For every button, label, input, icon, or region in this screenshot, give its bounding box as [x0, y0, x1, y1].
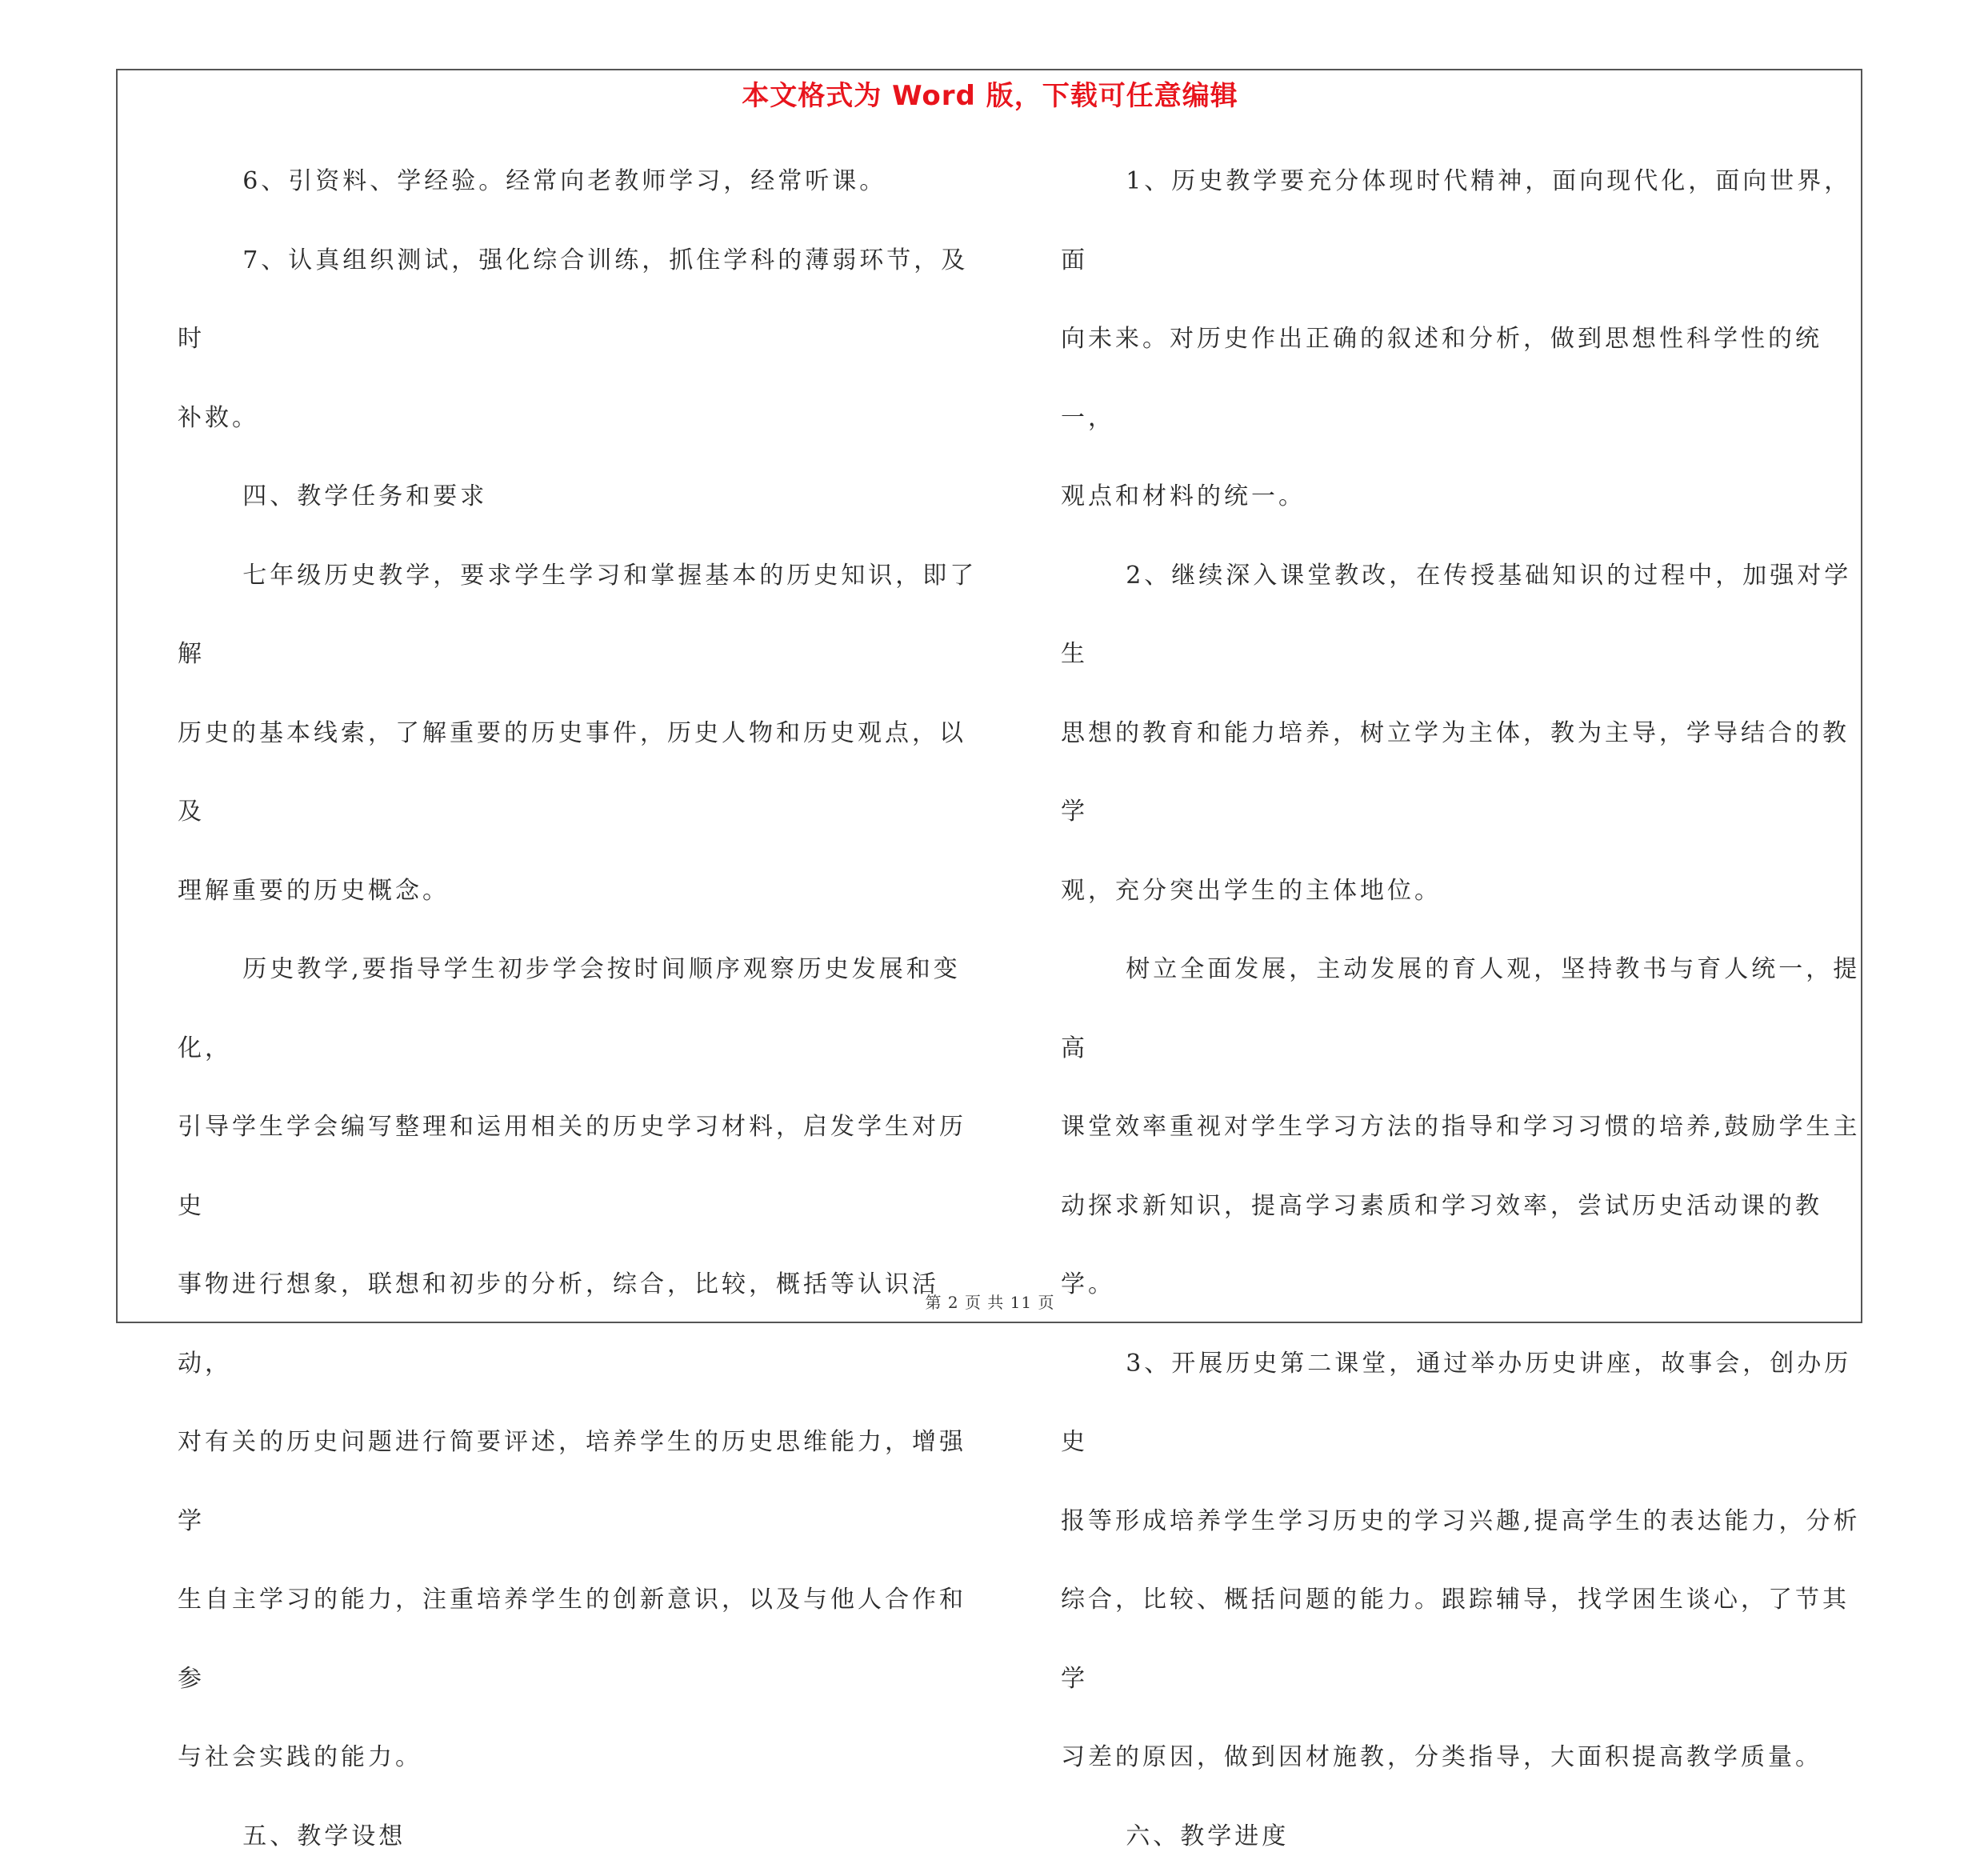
- section-heading: 四、教学任务和要求: [178, 458, 986, 537]
- paragraph: 2、继续深入课堂教改，在传授基础知识的过程中，加强对学生 思想的教育和能力培养，树立学为主体，教为主导，学导结合的教学 观，充分突出学生的主体地位。: [1061, 537, 1869, 931]
- paragraph: 3、开展历史第二课堂，通过举办历史讲座，故事会，创办历史 报等形成培养学生学习历史的学习兴趣,提高学生的表达能力，分析 综合，比较、概括问题的能力。跟踪辅导，找学困生谈心，了节其学 习差的原因，做到因材施教，分类指导，大面积提高教学质量。: [1061, 1325, 1869, 1798]
- paragraph: 七年级历史教学，要求学生学习和掌握基本的历史知识，即了解 历史的基本线索，了解重要的历史事件，历史人物和历史观点，以及 理解重要的历史概念。: [178, 537, 986, 931]
- format-notice-banner: 本文格式为 Word 版，下载可任意编辑: [0, 74, 1980, 113]
- section-heading: 五、教学设想: [178, 1798, 986, 1876]
- page-number: 第 2 页 共 11 页: [0, 1290, 1980, 1313]
- paragraph: 树立全面发展，主动发展的育人观，坚持教书与育人统一，提高 课堂效率重视对学生学习方法的指导和学习习惯的培养,鼓励学生主 动探求新知识，提高学习素质和学习效率，尝试历史活动课的教学。: [1061, 930, 1869, 1325]
- paragraph: 6、引资料、学经验。经常向老教师学习，经常听课。: [178, 142, 986, 222]
- left-column: [178, 142, 986, 1876]
- paragraph: 1、历史教学要充分体现时代精神，面向现代化，面向世界，面 向未来。对历史作出正确的叙述和分析，做到思想性科学性的统一， 观点和材料的统一。: [1061, 142, 1869, 537]
- section-heading: 六、教学进度: [1061, 1798, 1869, 1876]
- paragraph: 历史教学,要指导学生初步学会按时间顺序观察历史发展和变化， 引导学生学会编写整理和运用相关的历史学习材料，启发学生对历史 事物进行想象，联想和初步的分析，综合，比较，概括等认识活动， 对有关的历史问题进行简要评述，培养学生的历史思维能力，增强学 生自主学习的能力，注重培养学生的创新意识，以及与他人合作和参 与社会实践的能力。: [178, 930, 986, 1798]
- paragraph: 7、认真组织测试，强化综合训练，抓住学科的薄弱环节，及时 补救。: [178, 222, 986, 458]
- right-column: [1061, 142, 1869, 1876]
